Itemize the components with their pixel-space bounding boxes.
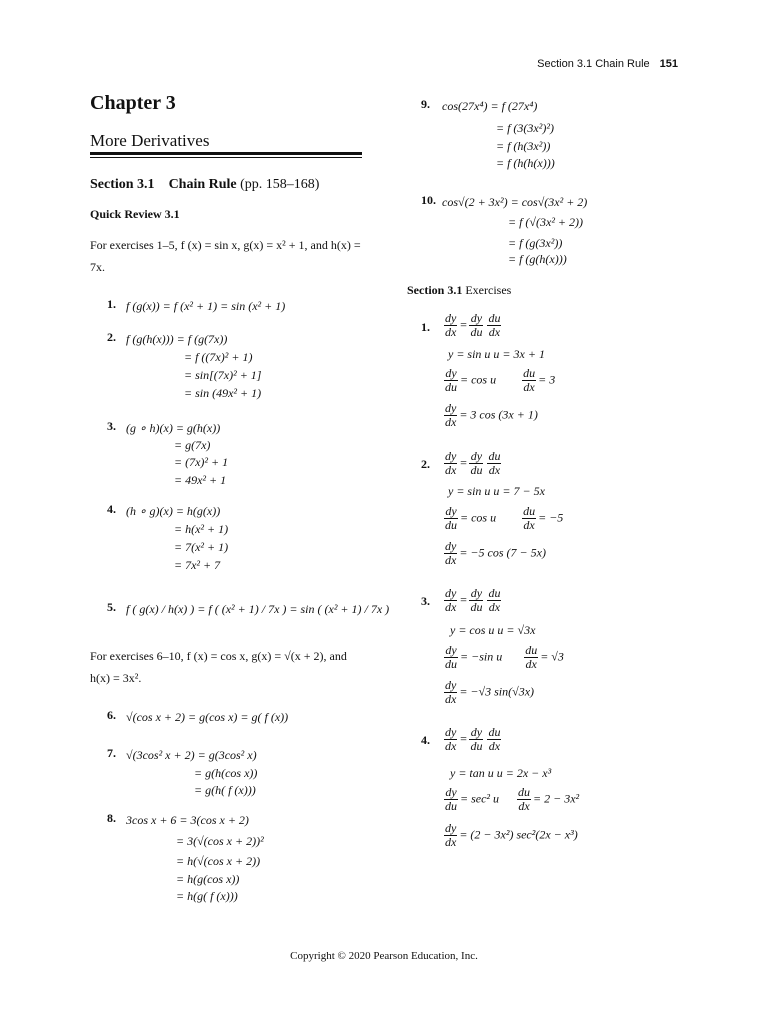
qr-item-line: = f (h(3x²)) — [496, 139, 551, 153]
qr-item-number: 10. — [421, 193, 436, 207]
chain-rule-formula: $\frac{dy}{dx}$ = $\frac{dy}{du}$ $\frac{du}{dx}$ — [445, 586, 501, 614]
qr-item-line: = (7x)² + 1 — [174, 455, 229, 469]
divider-thick — [90, 152, 362, 155]
qr-item-line: = g(h(cos x)) — [194, 766, 258, 780]
quick-review-intro-2: For exercises 6–10, f (x) = cos x, g(x) = √(x + 2), and h(x) = 3x². — [90, 649, 347, 685]
result-line: $\frac{dy}{dx}$ = 3 cos (3x + 1) — [445, 401, 538, 429]
chain-rule-formula: $\frac{dy}{dx}$ = $\frac{dy}{du}$ $\frac{du}{dx}$ — [445, 725, 501, 753]
section-name: Chain Rule — [168, 177, 237, 192]
section-number: Section 3.1 — [90, 177, 155, 192]
chain-rule-formula: $\frac{dy}{dx}$ = $\frac{dy}{du}$ $\frac{du}{dx}$ — [445, 449, 501, 477]
substitution: y = sin u u = 3x + 1 — [448, 347, 545, 361]
qr-item-number: 9. — [421, 97, 430, 111]
qr-item-line: = sin[(7x)² + 1] — [184, 368, 262, 382]
dy-du-line: $\frac{dy}{du}$ = cos u $\frac{du}{dx}$ = 3 — [445, 366, 556, 394]
running-title: Section 3.1 Chain Rule — [537, 58, 650, 70]
qr-item-line: cos√(2 + 3x²) = cos√(3x² + 2) — [442, 195, 588, 209]
qr-item-number: 1. — [107, 297, 116, 311]
exercises-heading — [407, 283, 511, 298]
qr-item-line: = g(h( f (x))) — [194, 783, 256, 797]
qr-item-line: (g ∘ h)(x) = g(h(x)) — [126, 421, 221, 435]
qr-item-line: = 7(x² + 1) — [174, 540, 229, 554]
exercise-number: 4. — [421, 733, 430, 747]
qr-item-line: = 3(√(cos x + 2))² — [176, 834, 264, 848]
section-pages: (pp. 158–168) — [240, 177, 320, 192]
qr-item-line: = f (3(3x²)²) — [496, 121, 554, 135]
qr-item-number: 2. — [107, 330, 116, 344]
qr-item-line: 3cos x + 6 = 3(cos x + 2) — [126, 813, 249, 827]
quick-review-heading: Quick Review 3.1 — [90, 207, 180, 221]
qr-item-line: = f (√(3x² + 2)) — [508, 215, 584, 229]
result-line: $\frac{dy}{dx}$ = −5 cos (7 − 5x) — [445, 539, 546, 567]
qr-item-line: f ( g(x) / h(x) ) = f ( (x² + 1) / 7x ) = sin ( (x² + 1) / 7x ) — [126, 602, 390, 616]
exercises-heading-rest: Exercises — [462, 283, 512, 297]
substitution: y = cos u u = √3x — [450, 623, 536, 637]
chapter-subtitle: More Derivatives — [90, 131, 210, 150]
qr-item-number: 3. — [107, 419, 116, 433]
qr-item-number: 7. — [107, 746, 116, 760]
qr-item-line: = f ((7x)² + 1) — [184, 350, 253, 364]
qr-item-number: 6. — [107, 708, 116, 722]
substitution: y = sin u u = 7 − 5x — [448, 484, 545, 498]
qr-item-line: √(cos x + 2) = g(cos x) = g( f (x)) — [126, 710, 289, 724]
exercises-heading-bold: Section 3.1 — [407, 283, 463, 297]
qr-item-line: = h(x² + 1) — [174, 522, 229, 536]
dy-du-line: $\frac{dy}{du}$ = sec² u $\frac{du}{dx}$ = 2 − 3x² — [445, 785, 580, 813]
section-heading — [90, 177, 319, 193]
exercise-number: 3. — [421, 594, 430, 608]
chain-rule-formula: $\frac{dy}{dx}$ = $\frac{dy}{du}$ $\frac{du}{dx}$ — [445, 311, 501, 339]
divider-thin — [90, 157, 362, 158]
result-line: $\frac{dy}{dx}$ = −√3 sin(√3x) — [445, 678, 535, 706]
qr-item-line: = 49x² + 1 — [174, 473, 227, 487]
dy-du-line: $\frac{dy}{du}$ = cos u $\frac{du}{dx}$ = −5 — [445, 504, 564, 532]
qr-item-line: = h(g(cos x)) — [176, 872, 240, 886]
result-line: $\frac{dy}{dx}$ = (2 − 3x²) sec²(2x − x³) — [445, 821, 578, 849]
qr-item-line: √(3cos² x + 2) = g(3cos² x) — [126, 748, 257, 762]
qr-item-line: = 7x² + 7 — [174, 558, 221, 572]
qr-item-number: 8. — [107, 811, 116, 825]
exercise-number: 2. — [421, 457, 430, 471]
quick-review-intro-1: For exercises 1–5, f (x) = sin x, g(x) = x² + 1, and h(x) = 7x. — [90, 238, 361, 274]
qr-item-line: = f (g(3x²)) — [508, 236, 563, 250]
qr-item-line: = sin (49x² + 1) — [184, 386, 262, 400]
qr-item-line: = h(g( f (x))) — [176, 889, 238, 903]
dy-du-line: $\frac{dy}{du}$ = −sin u $\frac{du}{dx}$ = √3 — [445, 643, 564, 671]
qr-item-line: = g(7x) — [174, 438, 211, 452]
qr-item-line: = f (h(h(x))) — [496, 156, 555, 170]
qr-item-line: f (g(x)) = f (x² + 1) = sin (x² + 1) — [126, 299, 286, 313]
qr-item-line: = h(√(cos x + 2)) — [176, 854, 261, 868]
qr-item-line: cos(27x⁴) = f (27x⁴) — [442, 99, 538, 113]
running-header — [537, 58, 678, 70]
exercise-number: 1. — [421, 320, 430, 334]
chapter-title: Chapter 3 — [90, 92, 176, 114]
qr-item-line: (h ∘ g)(x) = h(g(x)) — [126, 504, 221, 518]
qr-item-line: = f (g(h(x))) — [508, 252, 567, 266]
substitution: y = tan u u = 2x − x³ — [450, 766, 552, 780]
copyright-footer: Copyright © 2020 Pearson Education, Inc. — [290, 950, 478, 962]
qr-item-line: f (g(h(x))) = f (g(7x)) — [126, 332, 228, 346]
qr-item-number: 4. — [107, 502, 116, 516]
page-number: 151 — [659, 58, 678, 70]
qr-item-number: 5. — [107, 600, 116, 614]
